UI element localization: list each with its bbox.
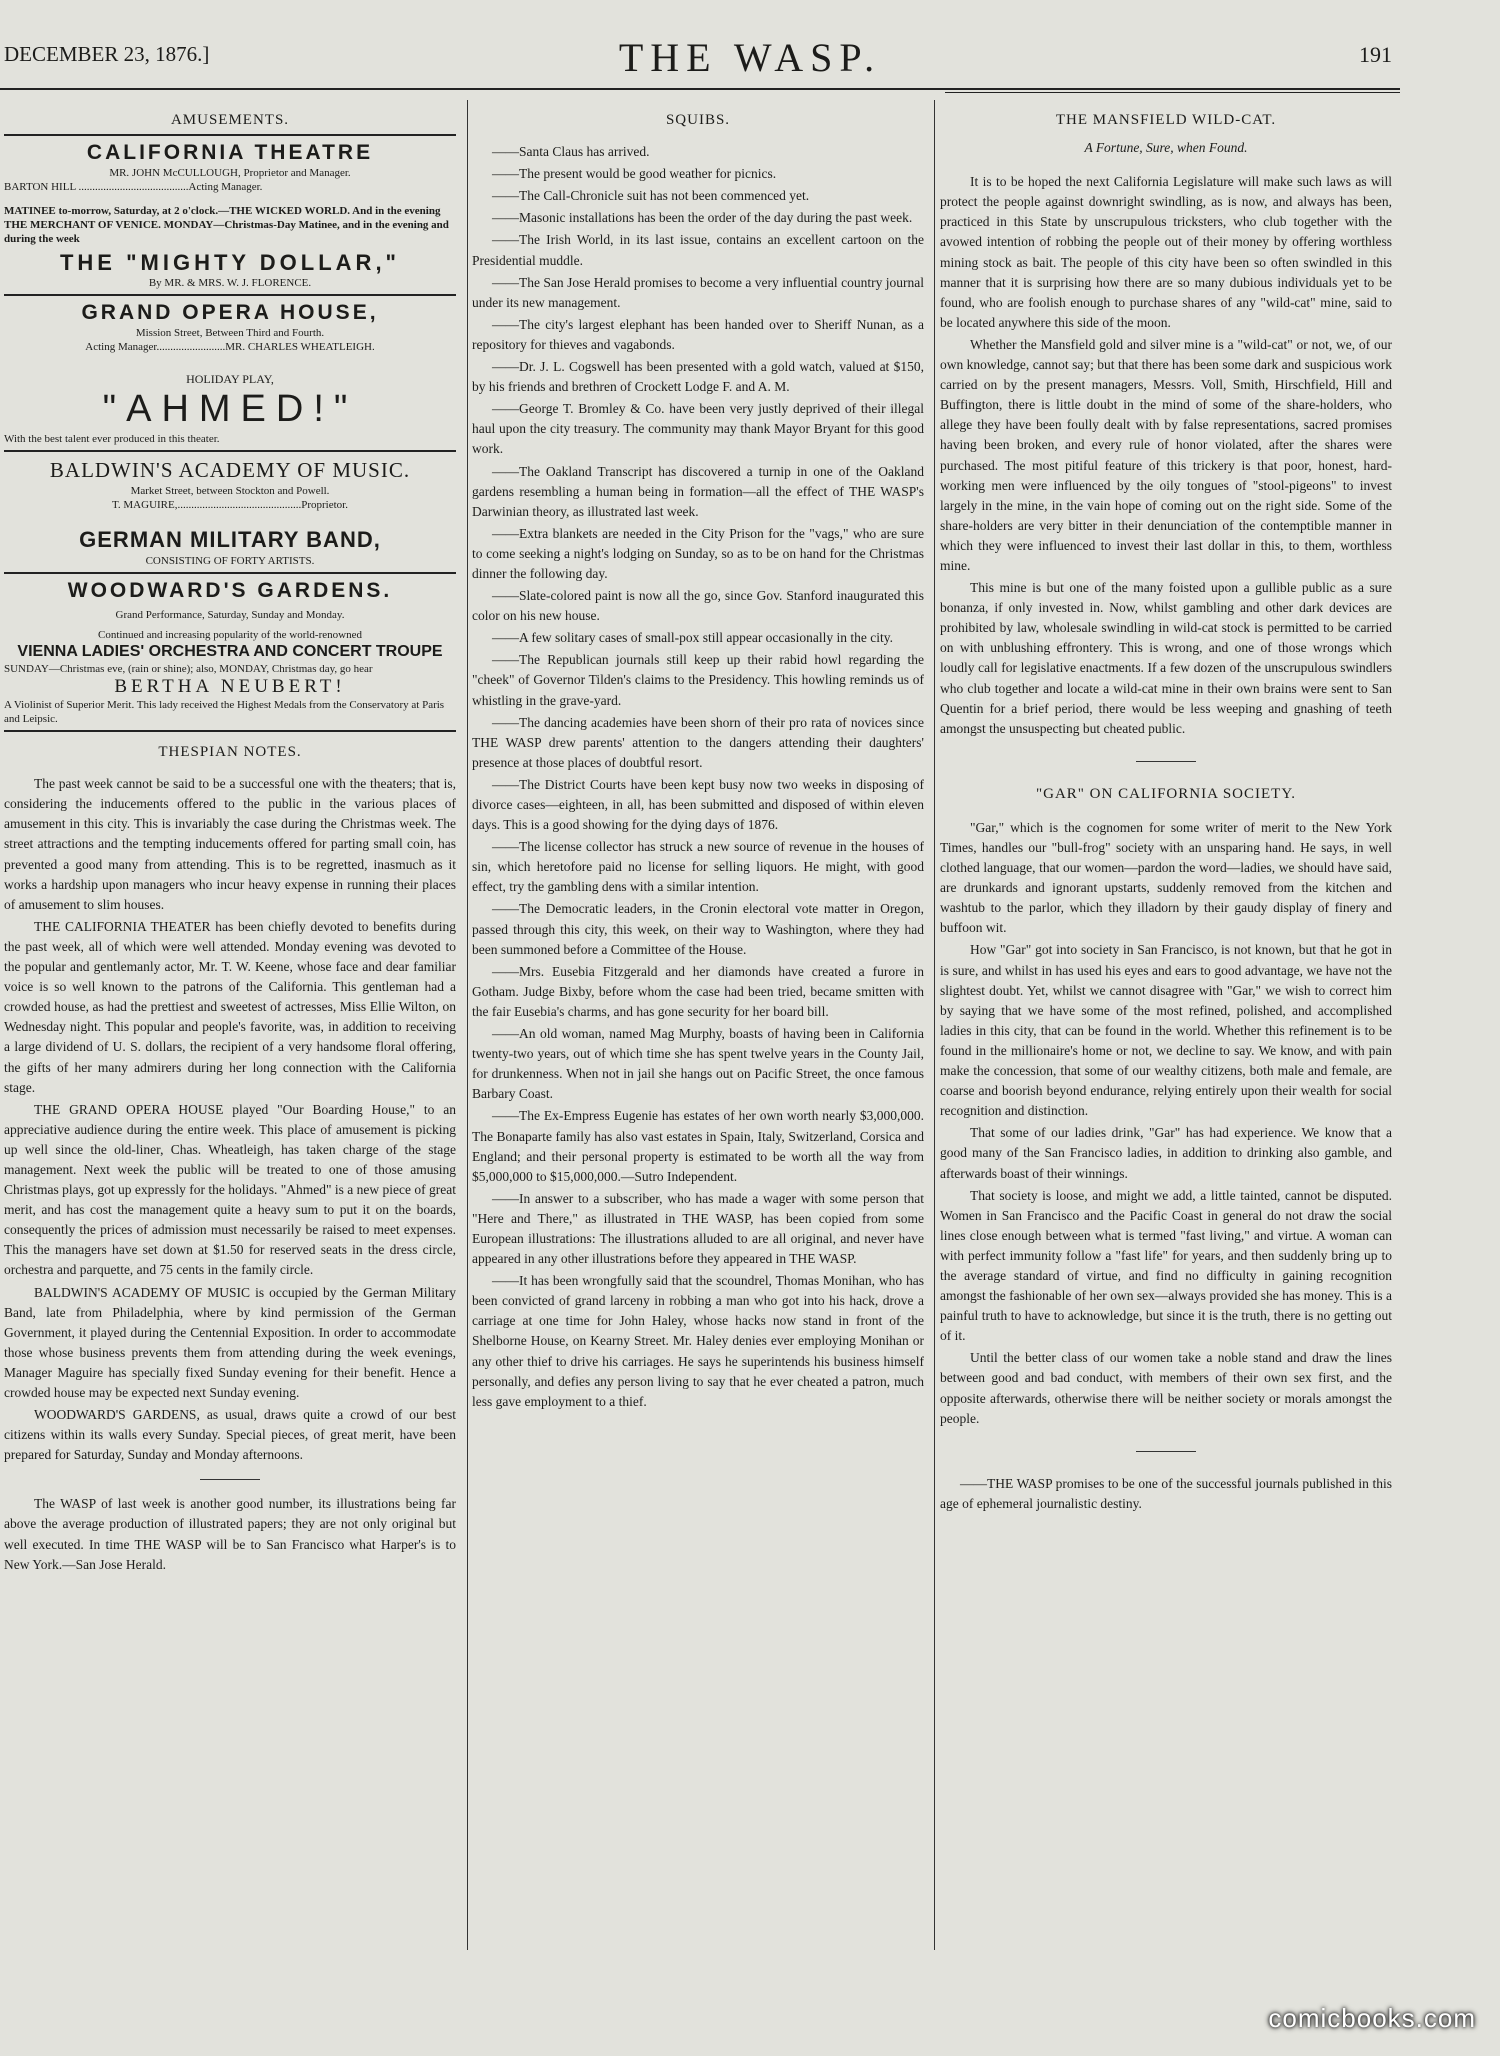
ad-line: A Violinist of Superior Merit. This lady received the Highest Medals from the Conservatory at Paris and Leipsic. <box>4 699 445 726</box>
ad-line: HOLIDAY PLAY, <box>186 372 274 387</box>
ad-rule <box>4 572 456 574</box>
paragraph: That some of our ladies drink, "Gar" has had experience. We know that a good many of the San Francisco ladies, in addition to drinking also gamble, and afterwards boast of their winnings. <box>940 1125 1392 1181</box>
squib-item: ——Dr. J. L. Cogswell has been presented with a gold watch, valued at $150, by his friends and brethren of Crockett Lodge F. and A. M. <box>472 359 924 395</box>
ad-body: MATINEE to-morrow, Saturday, at 2 o'clock.—THE WICKED WORLD. And in the evening THE MERCHANT OF VENICE. MONDAY—Christmas-Day Matinee, and in the evening and during the week <box>4 205 449 246</box>
california-theatre-ad <box>4 140 456 290</box>
squib-item: ——The Oakland Transcript has discovered a turnip in one of the Oakland gardens resembling a human being in formation—all the effect of THE WASP's Darwinian theory, as illustrated last week. <box>472 463 924 519</box>
paragraph: ——THE WASP promises to be one of the successful journals published in this age of ephemeral journalistic destiny. <box>940 1475 1392 1511</box>
squibs-heading: SQUIBS. <box>665 112 731 128</box>
ad-play-title: THE "MIGHTY DOLLAR," <box>59 250 400 276</box>
ad-theatre-name: WOODWARD'S GARDENS. <box>67 579 393 603</box>
paragraph: It is to be hoped the next California Legislature will make such laws as will protect the people against downright swindling, as is now, and always has been, practiced in this State by unscrupulous tricksters, who club together with the avowed intention of robbing the people out of their money by offering worthless mining stock as bait. The people of this city have been so often swindled in this manner that it is surprising how there are so many dubious individuals yet to be found, who are foolish enough to purchase shares of any "wild-cat" mine, said to be located anywhere this side of the moon. <box>940 174 1392 330</box>
amusements-heading: AMUSEMENTS. <box>170 112 290 128</box>
column-squibs <box>472 106 924 1414</box>
squib-item: ——An old woman, named Mag Murphy, boasts of having been in California twenty-two years, out of which time she has spent twelve years in the County Jail, for drunkenness. When not in jail she hangs out on Pacific Street, the once famous Barbary Coast. <box>472 1026 924 1102</box>
thespian-notes-heading: THESPIAN NOTES. <box>158 744 302 761</box>
masthead-title: THE WASP. <box>618 35 882 80</box>
ad-play-title: "AHMED!" <box>102 388 358 431</box>
ad-line: By MR. & MRS. W. J. FLORENCE. <box>148 277 312 290</box>
section-divider <box>1136 761 1196 762</box>
ad-theatre-name: CALIFORNIA THEATRE <box>86 141 374 165</box>
squib-item: ——The Democratic leaders, in the Cronin electoral vote matter in Oregon, passed through this city, this week, on their way to Washington, where they had been summoned before a Committee of the House. <box>472 901 924 957</box>
squib-item: ——The present would be good weather for picnics. <box>492 166 777 182</box>
paragraph: This mine is but one of the many foisted upon a gullible public as a sure bonanza, if only invested in. Now, whilst gambling and other dark devices are prohibited by law, wholesale swindling in wild-cat stock is permitted to be carried on with unblushing effrontery. This is wrong, and one of those wrongs which loudly call for legislative enactments. If a few dozen of the unscrupulous swindlers who club together and locate a wild-cat mine in their own brains were sent to San Quentin for a brief period, there would be less weeping and gnashing of teeth amongst the unsuspecting but cheated public. <box>940 580 1392 736</box>
article-title: "GAR" ON CALIFORNIA SOCIETY. <box>1036 785 1296 802</box>
ad-line: Market Street, between Stockton and Powell. <box>130 485 330 498</box>
ad-troupe-name: VIENNA LADIES' ORCHESTRA AND CONCERT TROUPE <box>17 643 443 661</box>
issue-date: DECEMBER 23, 1876.] <box>4 42 210 66</box>
squib-item: ——The license collector has struck a new source of revenue in the houses of sin, which heretofore paid no license for selling liquors. He might, with good effect, try the gambling dens with a similar intention. <box>472 839 924 895</box>
paragraph: The WASP of last week is another good number, its illustrations being far above the average production of illustrated papers; they are not only original but well executed. In time THE WASP will be to San Francisco what Harper's is to New York.—San Jose Herald. <box>4 1496 456 1572</box>
squib-item: ——The Irish World, in its last issue, contains an excellent cartoon on the Presidential muddle. <box>472 232 924 268</box>
ad-line: Grand Performance, Saturday, Sunday and Monday. <box>115 609 345 622</box>
header-rule <box>0 88 1400 90</box>
squibs-list <box>472 142 924 1412</box>
squib-item: ——The Call-Chronicle suit has not been commenced yet. <box>492 188 810 204</box>
ad-line: CONSISTING OF FORTY ARTISTS. <box>145 555 315 568</box>
page-header <box>0 35 1500 80</box>
paragraph: The past week cannot be said to be a successful one with the theaters; that is, considering the inducements offered to the public in the various places of amusement in this city. This is invariably the case during the Christmas week. The street attractions and the tempting inducements offered for parting small coin, has prevented a good many from attending. This is to be regretted, inasmuch as it works a hardship upon managers who incur heavy expense in running their places of amusement to slim houses. <box>4 776 456 912</box>
squib-item: ——A few solitary cases of small-pox still appear occasionally in the city. <box>492 630 894 646</box>
page-number: 191 <box>1359 42 1392 67</box>
paragraph: THE GRAND OPERA HOUSE played "Our Boarding House," to an appreciative audience during the entire week. This place of amusement is picking up well since the old-liner, Chas. Wheatleigh, has taken charge of the stage management. Next week the public will be treated to one of those amusing Christmas plays, got up expressly for the holidays. "Ahmed" is a new piece of great merit, and has cost the management quite a heavy sum to put it on the boards, consequently the prices of admission must necessarily be raised to meet expenses. This the managers have set down at $1.50 for reserved seats in the dress circle, orchestra and parquette, and 75 cents in the family circle. <box>4 1101 456 1278</box>
baldwins-academy-ad <box>4 456 456 568</box>
ad-line: SUNDAY—Christmas eve, (rain or shine); also, MONDAY, Christmas day, go hear <box>4 663 373 676</box>
paragraph: How "Gar" got into society in San Francisco, is not known, but that he got in is sure, and whilst in has used his eyes and ears to good advantage, we have not the slightest doubt. Yet, whilst we cannot disagree with "Gar," we wish to correct him by saying that we have some of the most refined, polished, and accomplished ladies in this city, that can be found in the world. Whether this refinement is to be found in the millionaire's home or not, we decline to say. We know, and with pain make the concession, that some of our wealthy citizens, both male and female, are coarse and boorish beyond endurance, relying entirely upon their wealth for social recognition and distinction. <box>940 942 1392 1119</box>
squib-item: ——It has been wrongfully said that the scoundrel, Thomas Monihan, who has been convicted of grand larceny in robbing a man who got into his hack, drove a carriage at one time for John Haley, whose hacks now stand in front of the Shelborne House, on Kearny Street. Mr. Haley denies ever employing Monihan or any other thief to drive his carriages. He says he superintends his business himself personally, and defies any person living to say that he ever cheated a patron, much less gave employment to a thief. <box>472 1273 924 1409</box>
watermark: comicbooks.com <box>1268 2003 1476 2033</box>
paragraph: Whether the Mansfield gold and silver mine is a "wild-cat" or not, we, of our own knowledge, cannot say; but that there has been some dark and suspicious work carried on by the present managers, Messrs. Voll, Smith, Hirschfield, Hill and Buffington, there is little doubt in the mind of some of the share-holders, who allege they have been foully dealt with by false representations, sacred promises having been broken, and every rule of honor violated, after the shares were purchased. The most pitiful feature of this trickery is that poor, honest, hard-working men were influenced by the oily tongues of "stool-pigeons" to invest largely in the mine, in the vain hope of coming out on the right side. Some of the share-holders are very bitter in their denunciation of the contemptible manner in which they were influenced to invest their last dollar in this, to them, worthless mine. <box>940 336 1392 573</box>
ad-rule <box>4 450 456 452</box>
ad-line: With the best talent ever produced in this theater. <box>4 433 220 446</box>
squib-item: ——The Ex-Empress Eugenie has estates of her own worth nearly $3,000,000. The Bonaparte family has also vast estates in Spain, Italy, Switzerland, Corsica and England; and their personal property is estimated to be worth all the way from $5,000,000 to $15,000,000.—Sutro Independent. <box>472 1108 924 1184</box>
ad-rule <box>4 294 456 296</box>
ad-band-name: GERMAN MILITARY BAND, <box>79 527 381 553</box>
ad-line: Acting Manager.........................MR. CHARLES WHEATLEIGH. <box>85 341 375 354</box>
header-rule-right <box>945 92 1400 93</box>
paragraph: THE CALIFORNIA THEATER has been chiefly devoted to benefits during the past week, all of which were well attended. Monday evening was devoted to the popular and gentlemanly actor, Mr. T. W. Keene, whose face and dear familiar voice is so well known to the patrons of the California. This gentleman had a crowded house, as had the prettiest and sweetest of actresses, Miss Ellie Wilton, on Wednesday night. This popular and people's favorite, was, in addition to receiving a large dividend of U. S. dollars, the recipient of a very handsome floral offering, the gifts of her many admirers during her long connection with the California stage. <box>4 918 456 1095</box>
ad-line: Mission Street, Between Third and Fourth. <box>135 327 325 340</box>
ad-line: Continued and increasing popularity of the world-renowned <box>98 629 362 642</box>
squib-item: ——Extra blankets are needed in the City Prison for the "vags," who are sure to come seeking a night's lodging on Sunday, so as to be on hand for the Christmas dinner the following day. <box>472 525 924 581</box>
article-subtitle: A Fortune, Sure, when Found. <box>1084 140 1248 156</box>
column-amusements <box>4 106 456 1577</box>
squib-item: ——George T. Bromley & Co. have been very justly deprived of their illegal haul upon the city treasury. The community may thank Mayor Bryant for this good work. <box>472 401 924 457</box>
paragraph: Until the better class of our women take a noble stand and draw the lines between good and bad conduct, with members of their own sex first, and the opposite afterwards, otherwise there will be neither society or morals amongst the people. <box>940 1350 1392 1426</box>
squib-item: ——Slate-colored paint is now all the go, since Gov. Stanford inaugurated this color on his new house. <box>472 588 924 624</box>
squib-item: ——The city's largest elephant has been handed over to Sheriff Nunan, as a repository for thieves and vagabonds. <box>472 316 924 352</box>
squib-item: ——Masonic installations has been the order of the day during the past week. <box>492 210 913 226</box>
section-divider <box>200 1479 260 1480</box>
ad-star-name: BERTHA NEUBERT! <box>114 676 346 698</box>
ad-line: BARTON HILL ........................................Acting Manager. <box>4 181 263 194</box>
squib-item: ——Mrs. Eusebia Fitzgerald and her diamonds have created a furore in Gotham. Judge Bixby, before whom the case had been tried, became smitten with the fair Eusebia's charms, and has gone security for her board bill. <box>472 963 924 1019</box>
squib-item: ——The dancing academies have been shorn of their pro rata of novices since THE WASP drew parents' attention to the dangers attending their daughters' presence at those places of doubtful resort. <box>472 714 924 770</box>
ad-theatre-name: BALDWIN'S ACADEMY OF MUSIC. <box>49 458 411 483</box>
section-divider <box>1136 1451 1196 1452</box>
squib-item: ——Santa Claus has arrived. <box>492 144 650 160</box>
grand-opera-house-ad <box>4 300 456 446</box>
squib-item: ——In answer to a subscriber, who has made a wager with some person that "Here and There," as illustrated in THE WASP, has been copied from some European illustrations: The illustrations alluded to are all original, and never have appeared in any other illustrations before they appeared in THE WASP. <box>472 1190 924 1267</box>
paragraph: WOODWARD'S GARDENS, as usual, draws quite a crowd of our best citizens within its walls every Sunday. Special pieces, of great merit, have been prepared for Saturday, Sunday and Monday afternoons. <box>4 1407 456 1463</box>
squib-item: ——The District Courts have been kept busy now two weeks in disposing of divorce cases—eighteen, in all, has been submitted and disposed of within eleven days. This is a good showing for the dying days of 1876. <box>472 776 924 833</box>
ad-rule <box>4 134 456 136</box>
paragraph: BALDWIN'S ACADEMY OF MUSIC is occupied by the German Military Band, late from Philadelphia, where by kind permission of the German Government, it played during the Centennial Exposition. In order to accommodate those whose business prevents them from attending during the week evenings, Manager Maguire has specially fixed Sunday evening for their benefit. Hence a crowded house may be expected next Sunday evening. <box>4 1284 456 1400</box>
column-articles <box>940 106 1392 1516</box>
paragraph: That society is loose, and might we add, a little tainted, cannot be disputed. Women in San Francisco and the Pacific Coast in general do not draw the social lines close enough between what is termed "fast living," and virtue. A woman can with perfect immunity follow a "fast life" for years, and then suddenly bring up to the average standard of virtue, and find no difficulty in gaining recognition amongst the fashionable of her own sex—always provided she has money. This is a painful truth to have to acknowledge, but since it is the truth, there is no getting out of it. <box>940 1187 1392 1344</box>
ad-line: MR. JOHN McCULLOUGH, Proprietor and Manager. <box>109 167 351 180</box>
column-divider-1 <box>467 100 468 1950</box>
ad-rule <box>4 730 456 732</box>
woodwards-gardens-ad <box>4 578 456 726</box>
ad-line: T. MAGUIRE,.............................................Proprietor. <box>112 499 348 512</box>
column-divider-2 <box>934 100 935 1950</box>
squib-item: ——The Republican journals still keep up their rabid howl regarding the "cheek" of Governor Tilden's claims to the Presidency. This howling reminds us of whistling in the grave-yard. <box>472 652 924 708</box>
ad-theatre-name: GRAND OPERA HOUSE, <box>81 301 379 325</box>
paragraph: "Gar," which is the cognomen for some writer of merit to the New York Times, handles our "bull-frog" society with an unsparing hand. He says, in well clothed language, that our women—pardon the word—ladies, we should have said, are drunkards and ignorant upstarts, suddenly removed from the kitchen and washtub to the parlor, which they illadorn by their gaudy display of finery and buffoon wit. <box>940 819 1392 936</box>
squib-item: ——The San Jose Herald promises to become a very influential country journal under its new management. <box>472 274 924 310</box>
article-title: THE MANSFIELD WILD-CAT. <box>1055 112 1277 128</box>
